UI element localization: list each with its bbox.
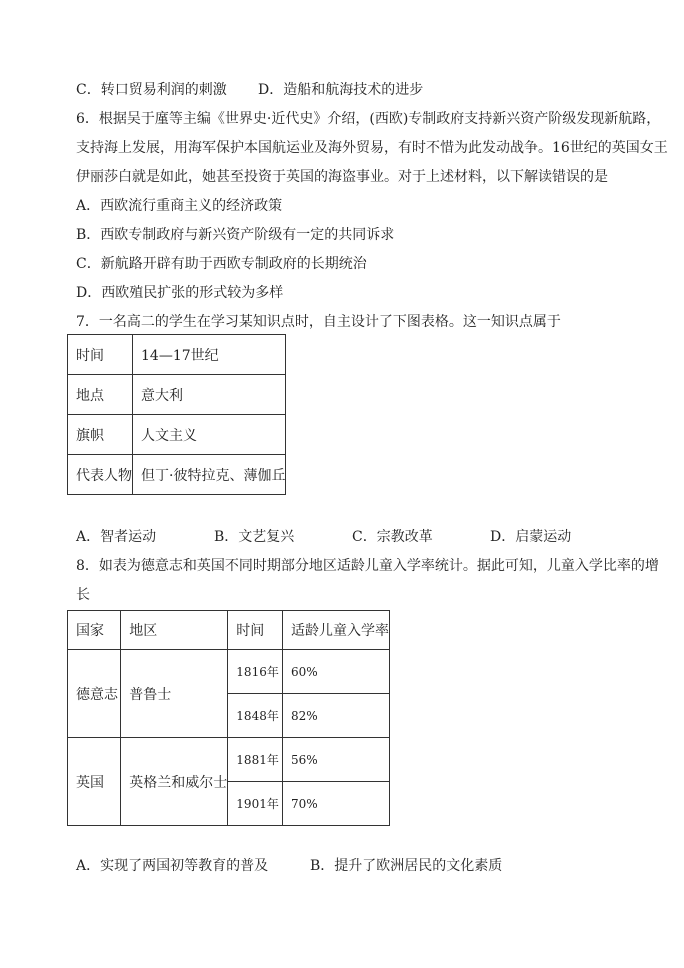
q6-option-d: D．西欧殖民扩张的形式较为多样 — [76, 285, 284, 301]
table-row — [68, 455, 286, 495]
table-cell-country: 英国 — [68, 738, 121, 826]
table-cell-year: 1881年 — [228, 738, 283, 782]
table-cell-rate: 82% — [283, 694, 390, 738]
table-cell-region: 英格兰和威尔士 — [121, 738, 228, 826]
table-cell: 14—17世纪 — [133, 335, 286, 375]
q6-stem-line-1: 6．根据吴于廑等主编《世界史·近代史》介绍，(西欧)专制政府支持新兴资产阶级发现新航路， — [76, 111, 661, 127]
table-cell: 意大利 — [133, 375, 286, 415]
q6-option-a: A．西欧流行重商主义的经济政策 — [76, 198, 283, 214]
table-cell: 时间 — [68, 335, 133, 375]
table-cell-region: 普鲁士 — [121, 650, 228, 738]
q8-stem-line-2: 长 — [76, 587, 90, 603]
q7-table — [67, 334, 286, 495]
table-cell-rate: 56% — [283, 738, 390, 782]
table-cell: 旗帜 — [68, 415, 133, 455]
table-row — [68, 335, 286, 375]
table-cell-year: 1901年 — [228, 782, 283, 826]
table-header-cell: 地区 — [121, 611, 228, 650]
table-cell: 地点 — [68, 375, 133, 415]
table-cell-rate: 60% — [283, 650, 390, 694]
q8-option-b: B．提升了欧洲居民的文化素质 — [310, 858, 503, 874]
q7-option-a: A．智者运动 — [76, 529, 157, 545]
table-cell-rate: 70% — [283, 782, 390, 826]
q5-option-d: D．造船和航海技术的进步 — [258, 82, 424, 98]
table-header-cell: 适龄儿童入学率 — [283, 611, 390, 650]
table-row — [68, 375, 286, 415]
table-cell: 但丁·彼特拉克、薄伽丘 — [133, 455, 286, 495]
q6-stem-line-2: 支持海上发展，用海军保护本国航运业及海外贸易，有时不惜为此发动战争。16世纪的英国女王 — [76, 140, 668, 156]
table-row — [68, 738, 390, 782]
q6-option-b: B．西欧专制政府与新兴资产阶级有一定的共同诉求 — [76, 227, 395, 243]
q8-table — [67, 610, 390, 826]
q7-option-d: D．启蒙运动 — [490, 529, 572, 545]
table-cell-year: 1816年 — [228, 650, 283, 694]
q6-stem-line-3: 伊丽莎白就是如此，她甚至投资于英国的海盗事业。对于上述材料，以下解读错误的是 — [76, 169, 608, 185]
table-header-row — [68, 611, 390, 650]
q7-option-c: C．宗教改革 — [352, 529, 433, 545]
table-row — [68, 415, 286, 455]
table-cell-year: 1848年 — [228, 694, 283, 738]
q6-option-c: C．新航路开辟有助于西欧专制政府的长期统治 — [76, 256, 367, 272]
q7-stem: 7．一名高二的学生在学习某知识点时，自主设计了下图表格。这一知识点属于 — [76, 314, 561, 330]
table-cell-country: 德意志 — [68, 650, 121, 738]
table-header-cell: 国家 — [68, 611, 121, 650]
q8-option-a: A．实现了两国初等教育的普及 — [76, 858, 269, 874]
q8-stem-line-1: 8．如表为德意志和英国不同时期部分地区适龄儿童入学率统计。据此可知，儿童入学比率的增 — [76, 558, 659, 574]
q7-option-b: B．文艺复兴 — [214, 529, 295, 545]
q5-option-c: C．转口贸易利润的刺激 — [76, 82, 227, 98]
table-cell: 人文主义 — [133, 415, 286, 455]
table-row — [68, 650, 390, 694]
table-header-cell: 时间 — [228, 611, 283, 650]
table-cell: 代表人物 — [68, 455, 133, 495]
